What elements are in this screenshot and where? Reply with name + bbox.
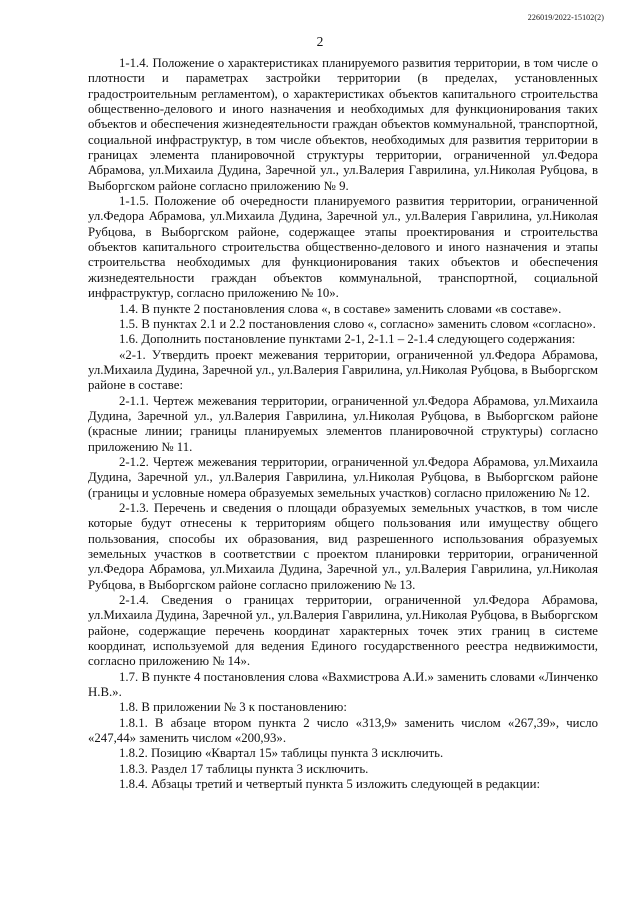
paragraph-1-8-2: 1.8.2. Позицию «Квартал 15» таблицы пункта 3 исключить. [119, 746, 444, 761]
paragraph-1-7: 1.7. В пункте 4 постановления слова «Вахмистрова А.И.» заменить словами «Линченко Н.В.». [88, 669, 598, 700]
paragraph-1-4: 1.4. В пункте 2 постановления слова «, в составе» заменить словами «в составе». [119, 301, 562, 316]
paragraph-1-6: 1.6. Дополнить постановление пунктами 2-1, 2-1.1 – 2-1.4 следующего содержания: [119, 332, 576, 347]
paragraph-1-8: 1.8. В приложении № 3 к постановлению: [119, 700, 347, 715]
page-number: 2 [316, 34, 324, 49]
paragraph-1-1-4: 1-1.4. Положение о характеристиках планируемого развития территории, в том числе о плотности и параметрах застройки территории (в пределах, установленных градостроительным регламентом), о характеристиках объектов капитального строительства общественно-делового и иного назначения и необходимых для функционирования таких объектов и обеспечения жизнедеятельности граждан объектов коммунальной, транспортной, социальной инфраструктур, в том числе объектов, необходимых для развития территории в границах элемента планировочной структуры территории, ограниченной ул.Федора Абрамова, ул.Михаила Дудина, Заречной ул., ул.Валерия Гаврилина, ул.Николая Рубцова, в Выборгском районе согласно приложению № 9. [88, 56, 598, 193]
paragraph-2-1-2: 2-1.2. Чертеж межевания территории, ограниченной ул.Федора Абрамова, ул.Михаила Дудина, Заречной ул., ул.Валерия Гаврилина, ул.Николая Рубцова, в Выборгском районе (границы и условные номера образуемых земельных участков) согласно приложению № 12. [88, 454, 598, 500]
document-id: 226019/2022-15102(2) [527, 13, 604, 22]
paragraph-2-1-1: 2-1.1. Чертеж межевания территории, ограниченной ул.Федора Абрамова, ул.Михаила Дудина, Заречной ул., ул.Валерия Гаврилина, ул.Николая Рубцова, в Выборгском районе (красные линии; границы планируемых элементов планировочной структуры) согласно приложению № 11. [88, 393, 598, 454]
paragraph-1-5: 1.5. В пунктах 2.1 и 2.2 постановления слово «, согласно» заменить словом «согласно». [119, 316, 596, 331]
document-body [88, 56, 598, 793]
paragraph-1-1-5: 1-1.5. Положение об очередности планируемого развития территории, ограниченной ул.Федора Абрамова, ул.Михаила Дудина, Заречной ул., ул.Валерия Гаврилина, ул.Николая Рубцова, в Выборгском районе, содержащее этапы проектирования и строительства объектов капитального строительства общественно-делового и иного назначения и этапы строительства необходимых для функционирования таких объектов и обеспечения жизнедеятельности граждан объектов коммунальной, транспортной, социальной инфраструктур, согласно приложению № 10». [88, 194, 598, 301]
paragraph-2-1: «2-1. Утвердить проект межевания территории, ограниченной ул.Федора Абрамова, ул.Михаила Дудина, Заречной ул., ул.Валерия Гаврилина, ул.Николая Рубцова, в Выборгском районе в составе: [88, 347, 598, 393]
paragraph-2-1-4: 2-1.4. Сведения о границах территории, ограниченной ул.Федора Абрамова, ул.Михаила Дудина, Заречной ул., ул.Валерия Гаврилина, ул.Николая Рубцова, в Выборгском районе, содержащие перечень координат характерных точек этих границ в системе координат, используемой для ведения Единого государственного реестра недвижимости, согласно приложению № 14». [88, 593, 598, 669]
paragraph-1-8-1: 1.8.1. В абзаце втором пункта 2 число «313,9» заменить числом «267,39», число «247,44» заменить числом «200,93». [88, 715, 598, 746]
paragraph-2-1-3: 2-1.3. Перечень и сведения о площади образуемых земельных участков, в том числе которые будут отнесены к территориям общего пользования или имуществу общего пользования, способы их образования, вид разрешенного использования образуемых земельных участков в соответствии с проектом планировки территории, ограниченной ул.Федора Абрамова, ул.Михаила Дудина, Заречной ул., ул.Валерия Гаврилина, ул.Николая Рубцова, в Выборгском районе согласно приложению № 13. [88, 500, 598, 592]
paragraph-1-8-4: 1.8.4. Абзацы третий и четвертый пункта 5 изложить следующей в редакции: [119, 777, 541, 792]
paragraph-1-8-3: 1.8.3. Раздел 17 таблицы пункта 3 исключить. [119, 761, 369, 776]
